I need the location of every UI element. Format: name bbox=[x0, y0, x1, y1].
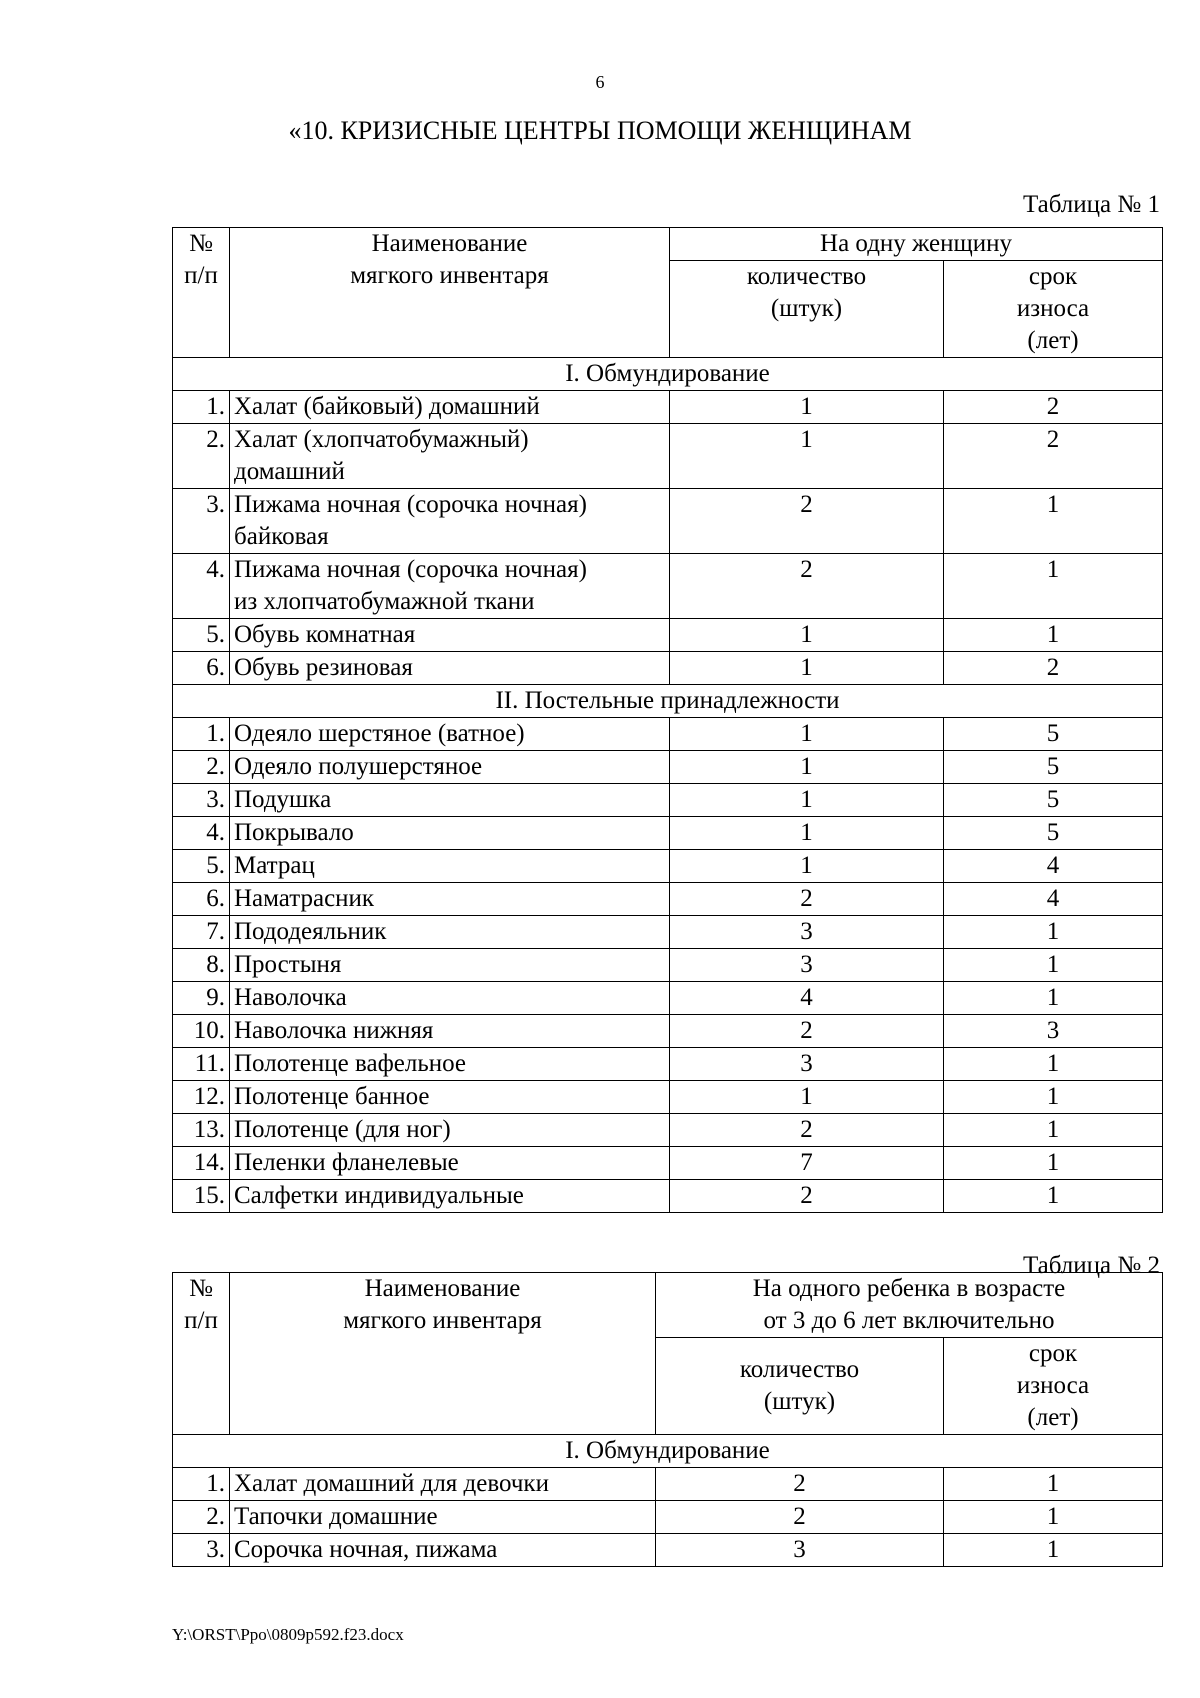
section-title: II. Постельные принадлежности bbox=[173, 685, 1163, 718]
item-name: Обувь комнатная bbox=[230, 619, 670, 652]
table-row bbox=[173, 424, 1163, 489]
item-name: Тапочки домашние bbox=[230, 1501, 656, 1534]
item-name: Пододеяльник bbox=[230, 916, 670, 949]
header-number: № п/п bbox=[173, 228, 230, 358]
table-row bbox=[173, 949, 1163, 982]
item-wear-term: 1 bbox=[944, 489, 1163, 554]
header-wear-term: срок износа (лет) bbox=[944, 1338, 1163, 1435]
section-row bbox=[173, 685, 1163, 718]
document-heading: «10. КРИЗИСНЫЕ ЦЕНТРЫ ПОМОЩИ ЖЕНЩИНАМ bbox=[288, 116, 912, 145]
item-quantity: 2 bbox=[670, 1114, 944, 1147]
item-quantity: 1 bbox=[670, 718, 944, 751]
header-number: № п/п bbox=[173, 1273, 230, 1435]
item-name: Пижама ночная (сорочка ночная) байковая bbox=[230, 489, 670, 554]
item-wear-term: 1 bbox=[944, 949, 1163, 982]
item-quantity: 2 bbox=[670, 883, 944, 916]
item-quantity: 3 bbox=[670, 1048, 944, 1081]
table-row bbox=[173, 391, 1163, 424]
item-name: Салфетки индивидуальные bbox=[230, 1180, 670, 1213]
item-quantity: 1 bbox=[670, 784, 944, 817]
row-number: 1. bbox=[173, 718, 230, 751]
row-number: 7. bbox=[173, 916, 230, 949]
item-name: Халат домашний для девочки bbox=[230, 1468, 656, 1501]
item-wear-term: 5 bbox=[944, 718, 1163, 751]
page-number: 6 bbox=[595, 72, 605, 92]
item-name: Халат (хлопчатобумажный) домашний bbox=[230, 424, 670, 489]
table-row bbox=[173, 652, 1163, 685]
row-number: 11. bbox=[173, 1048, 230, 1081]
table-2 bbox=[172, 1272, 1163, 1567]
item-wear-term: 1 bbox=[944, 1081, 1163, 1114]
item-quantity: 4 bbox=[670, 982, 944, 1015]
item-quantity: 1 bbox=[670, 850, 944, 883]
table-row bbox=[173, 817, 1163, 850]
table-row bbox=[173, 916, 1163, 949]
item-quantity: 3 bbox=[670, 916, 944, 949]
item-name: Сорочка ночная, пижама bbox=[230, 1534, 656, 1567]
row-number: 1. bbox=[173, 391, 230, 424]
item-quantity: 1 bbox=[670, 1081, 944, 1114]
table-row bbox=[173, 1534, 1163, 1567]
item-name: Покрывало bbox=[230, 817, 670, 850]
table-row bbox=[173, 1147, 1163, 1180]
header-group: На одну женщину bbox=[670, 228, 1163, 261]
item-wear-term: 1 bbox=[944, 1468, 1163, 1501]
item-wear-term: 1 bbox=[944, 1147, 1163, 1180]
header-row bbox=[173, 228, 1163, 261]
item-quantity: 3 bbox=[656, 1534, 944, 1567]
table-row bbox=[173, 554, 1163, 619]
item-quantity: 1 bbox=[670, 391, 944, 424]
item-name: Матрац bbox=[230, 850, 670, 883]
section-title: I. Обмундирование bbox=[173, 358, 1163, 391]
item-name: Простыня bbox=[230, 949, 670, 982]
item-quantity: 2 bbox=[670, 554, 944, 619]
item-wear-term: 1 bbox=[944, 982, 1163, 1015]
table-row bbox=[173, 982, 1163, 1015]
item-quantity: 2 bbox=[670, 1180, 944, 1213]
section-title: I. Обмундирование bbox=[173, 1435, 1163, 1468]
table-row bbox=[173, 1081, 1163, 1114]
header-item-name: Наименование мягкого инвентаря bbox=[230, 228, 670, 358]
item-quantity: 2 bbox=[656, 1501, 944, 1534]
row-number: 8. bbox=[173, 949, 230, 982]
item-name: Обувь резиновая bbox=[230, 652, 670, 685]
item-wear-term: 5 bbox=[944, 751, 1163, 784]
item-name: Наволочка bbox=[230, 982, 670, 1015]
item-name: Одеяло шерстяное (ватное) bbox=[230, 718, 670, 751]
table-row bbox=[173, 1015, 1163, 1048]
item-wear-term: 1 bbox=[944, 1501, 1163, 1534]
item-wear-term: 1 bbox=[944, 916, 1163, 949]
table-1 bbox=[172, 227, 1163, 1213]
item-quantity: 2 bbox=[656, 1468, 944, 1501]
item-name: Наволочка нижняя bbox=[230, 1015, 670, 1048]
table-row bbox=[173, 850, 1163, 883]
table-row bbox=[173, 1501, 1163, 1534]
item-name: Пеленки фланелевые bbox=[230, 1147, 670, 1180]
row-number: 6. bbox=[173, 883, 230, 916]
row-number: 4. bbox=[173, 554, 230, 619]
header-group: На одного ребенка в возрасте от 3 до 6 лет включительно bbox=[656, 1273, 1163, 1338]
section-row bbox=[173, 358, 1163, 391]
row-number: 2. bbox=[173, 424, 230, 489]
row-number: 3. bbox=[173, 1534, 230, 1567]
item-wear-term: 1 bbox=[944, 619, 1163, 652]
item-quantity: 1 bbox=[670, 424, 944, 489]
item-name: Пижама ночная (сорочка ночная) из хлопчатобумажной ткани bbox=[230, 554, 670, 619]
table-row bbox=[173, 1048, 1163, 1081]
table-row bbox=[173, 619, 1163, 652]
table-row bbox=[173, 489, 1163, 554]
table-row bbox=[173, 1468, 1163, 1501]
item-quantity: 7 bbox=[670, 1147, 944, 1180]
item-name: Полотенце вафельное bbox=[230, 1048, 670, 1081]
table-row bbox=[173, 1114, 1163, 1147]
row-number: 2. bbox=[173, 751, 230, 784]
table-1-caption: Таблица № 1 bbox=[1022, 191, 1160, 218]
row-number: 12. bbox=[173, 1081, 230, 1114]
item-quantity: 2 bbox=[670, 489, 944, 554]
item-wear-term: 5 bbox=[944, 817, 1163, 850]
table-row bbox=[173, 883, 1163, 916]
item-quantity: 1 bbox=[670, 751, 944, 784]
table-row bbox=[173, 718, 1163, 751]
row-number: 3. bbox=[173, 489, 230, 554]
row-number: 15. bbox=[173, 1180, 230, 1213]
item-name: Подушка bbox=[230, 784, 670, 817]
row-number: 2. bbox=[173, 1501, 230, 1534]
item-quantity: 3 bbox=[670, 949, 944, 982]
header-row bbox=[173, 1273, 1163, 1338]
item-name: Халат (байковый) домашний bbox=[230, 391, 670, 424]
row-number: 9. bbox=[173, 982, 230, 1015]
row-number: 10. bbox=[173, 1015, 230, 1048]
item-wear-term: 2 bbox=[944, 652, 1163, 685]
item-wear-term: 2 bbox=[944, 424, 1163, 489]
row-number: 5. bbox=[173, 619, 230, 652]
item-wear-term: 5 bbox=[944, 784, 1163, 817]
item-quantity: 1 bbox=[670, 817, 944, 850]
row-number: 14. bbox=[173, 1147, 230, 1180]
row-number: 13. bbox=[173, 1114, 230, 1147]
item-name: Полотенце (для ног) bbox=[230, 1114, 670, 1147]
item-wear-term: 1 bbox=[944, 1114, 1163, 1147]
section-row bbox=[173, 1435, 1163, 1468]
item-wear-term: 1 bbox=[944, 1048, 1163, 1081]
header-item-name: Наименование мягкого инвентаря bbox=[230, 1273, 656, 1435]
item-wear-term: 1 bbox=[944, 554, 1163, 619]
item-wear-term: 1 bbox=[944, 1534, 1163, 1567]
item-name: Одеяло полушерстяное bbox=[230, 751, 670, 784]
header-wear-term: срок износа (лет) bbox=[944, 261, 1163, 358]
table-row bbox=[173, 784, 1163, 817]
item-wear-term: 1 bbox=[944, 1180, 1163, 1213]
item-name: Наматрасник bbox=[230, 883, 670, 916]
table-row bbox=[173, 1180, 1163, 1213]
row-number: 6. bbox=[173, 652, 230, 685]
row-number: 3. bbox=[173, 784, 230, 817]
table-row bbox=[173, 751, 1163, 784]
file-path-footer: Y:\ORST\Ppo\0809p592.f23.docx bbox=[172, 1625, 404, 1644]
item-quantity: 1 bbox=[670, 652, 944, 685]
item-quantity: 1 bbox=[670, 619, 944, 652]
item-wear-term: 3 bbox=[944, 1015, 1163, 1048]
item-quantity: 2 bbox=[670, 1015, 944, 1048]
row-number: 4. bbox=[173, 817, 230, 850]
table-2-caption: Таблица № 2 bbox=[1022, 1252, 1160, 1279]
header-quantity: количество (штук) bbox=[670, 261, 944, 358]
item-wear-term: 4 bbox=[944, 850, 1163, 883]
row-number: 5. bbox=[173, 850, 230, 883]
row-number: 1. bbox=[173, 1468, 230, 1501]
item-wear-term: 4 bbox=[944, 883, 1163, 916]
item-name: Полотенце банное bbox=[230, 1081, 670, 1114]
header-quantity: количество (штук) bbox=[656, 1338, 944, 1435]
item-wear-term: 2 bbox=[944, 391, 1163, 424]
